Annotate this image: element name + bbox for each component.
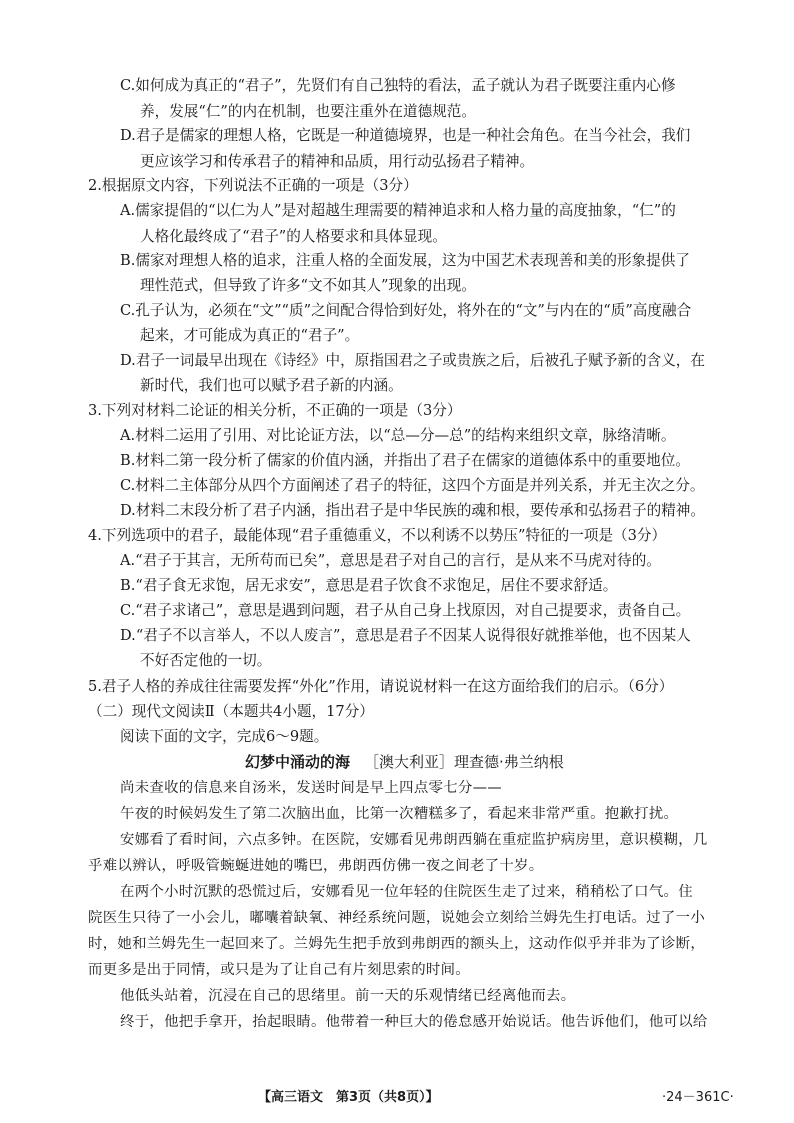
q4-option-d-line1: D.“君子不以言举人，不以人废言”，意思是君子不因某人说得很好就推举他，也不因某人	[120, 627, 691, 644]
q4-option-a: A.“君子于其言，无所苟而已矣”，意思是君子对自己的言行，是从来不马虎对待的。	[120, 552, 661, 569]
q5-stem: 5.君子人格的养成往往需要发挥“外化”作用，请说说材料一在这方面给我们的启示。（6分）	[88, 678, 674, 695]
q4-option-d-line2: 不好否定他的一切。	[140, 652, 272, 669]
q2-option-a-line1: A.儒家提倡的“以仁为人”是对超越生理需要的精神追求和人格力量的高度抽象，“仁”的	[120, 202, 676, 219]
q1-option-c-line1: C.如何成为真正的“君子”，先贤们有自己独特的看法，孟子就认为君子既要注重内心修	[120, 77, 676, 94]
section-heading: （二）现代文阅读Ⅱ（本题共4小题，17分）	[88, 703, 374, 720]
story-paragraph-4-line3: 时，她和兰姆先生一起回来了。兰姆先生把手放到弗朗西的额头上，这动作似乎并非为了诊断，	[88, 936, 706, 952]
story-title: 幻梦中涌动的海	[245, 753, 351, 771]
story-paragraph-1: 尚未查收的信息来自汤米，发送时间是早上四点零七分——	[120, 780, 502, 796]
q3-option-b: B.材料二第一段分析了儒家的价值内涵，并指出了君子在儒家的道德体系中的重要地位。	[120, 452, 690, 469]
q3-option-a: A.材料二运用了引用、对比论证方法，以“总—分—总”的结构来组织文章，脉络清晰。	[120, 427, 676, 444]
page-footer	[0, 1086, 794, 1106]
q2-option-d-line1: D.君子一词最早出现在《诗经》中，原指国君之子或贵族之后，后被孔子赋予新的含义，在	[120, 352, 705, 369]
q1-option-d-line2: 更应该学习和传承君子的精神和品质，用行动弘扬君子精神。	[140, 153, 535, 170]
q2-option-c-line2: 起来，才可能成为真正的“君子”。	[140, 327, 360, 344]
q3-stem: 3.下列对材料二论证的相关分析，不正确的一项是（3分）	[88, 402, 462, 419]
story-title-line	[245, 752, 765, 772]
q4-option-c: C.“君子求诸己”，意思是遇到问题，君子从自己身上找原因，对自己提要求，责备自己。	[120, 602, 691, 619]
q4-option-b: B.“君子食无求饱，居无求安”，意思是君子饮食不求饱足，居住不要求舒适。	[120, 577, 618, 594]
story-paragraph-5: 他低头站着，沉浸在自己的思绪里。前一天的乐观情绪已经离他而去。	[120, 988, 576, 1004]
q3-option-c: C.材料二主体部分从四个方面阐述了君子的特征，这四个方面是并列关系，并无主次之分。	[120, 477, 705, 494]
q2-option-b-line2: 理性范式，但导致了许多“文不如其人”现象的出现。	[140, 277, 476, 294]
story-paragraph-2: 午夜的时候妈发生了第二次脑出血，比第一次糟糕多了，看起来非常严重。抱歉打扰。	[120, 806, 679, 822]
story-paragraph-4-line4: 而更多是出于同情，或只是为了让自己有片刻思索的时间。	[88, 962, 470, 978]
q3-option-d: D.材料二末段分析了君子内涵，指出君子是中华民族的魂和根，要传承和弘扬君子的精神。	[120, 502, 705, 519]
q2-option-c-line1: C.孔子认为，必须在“文”“质”之间配合得恰到好处，将外在的“文”与内在的“质”高度融合	[120, 302, 692, 319]
story-paragraph-4-line1: 在两个小时沉默的恐慌过后，安娜看见一位年轻的住院医生走了过来，稍稍松了口气。住	[120, 884, 693, 900]
q1-option-c-line2: 养，发展“仁”的内在机制，也要注重外在道德规范。	[140, 103, 476, 120]
reading-instruction: 阅读下面的文字，完成6～9题。	[120, 728, 329, 745]
q1-option-d-line1: D.君子是儒家的理想人格，它既是一种道德境界，也是一种社会角色。在当今社会，我们	[120, 127, 691, 144]
footer-exam-code: ·24－361C·	[662, 1090, 734, 1105]
story-paragraph-3-line1: 安娜看了看时间，六点多钟。在医院，安娜看见弗朗西躺在重症监护病房里，意识模糊，几	[120, 832, 708, 848]
q2-option-b-line1: B.儒家对理想人格的追求，注重人格的全面发展，这为中国艺术表现善和美的形象提供了	[120, 252, 690, 269]
story-author: ［澳大利亚］理查德·弗兰纳根	[364, 753, 564, 771]
story-paragraph-4-line2: 院医生只待了一小会儿，嘟囔着缺氧、神经系统问题，说她会立刻给兰姆先生打电话。过了一小	[88, 910, 706, 926]
story-paragraph-3-line2: 乎难以辨认，呼吸管蜿蜒进她的嘴巴，弗朗西仿佛一夜之间老了十岁。	[88, 858, 544, 874]
story-paragraph-6: 终于，他把手拿开，抬起眼睛。他带着一种巨大的倦怠感开始说话。他告诉他们，他可以给	[120, 1014, 708, 1030]
footer-page-info: 【高三语文 第3页（共8页）】	[258, 1090, 439, 1105]
q2-option-a-line2: 人格化最终成了“君子”的人格要求和具体显现。	[140, 228, 447, 245]
q2-option-d-line2: 新时代，我们也可以赋予君子新的内涵。	[140, 377, 403, 394]
q4-stem: 4.下列选项中的君子，最能体现“君子重德重义，不以利诱不以势压”特征的一项是（3分）	[88, 527, 667, 544]
q2-stem: 2.根据原文内容，下列说法不正确的一项是（3分）	[88, 177, 418, 194]
